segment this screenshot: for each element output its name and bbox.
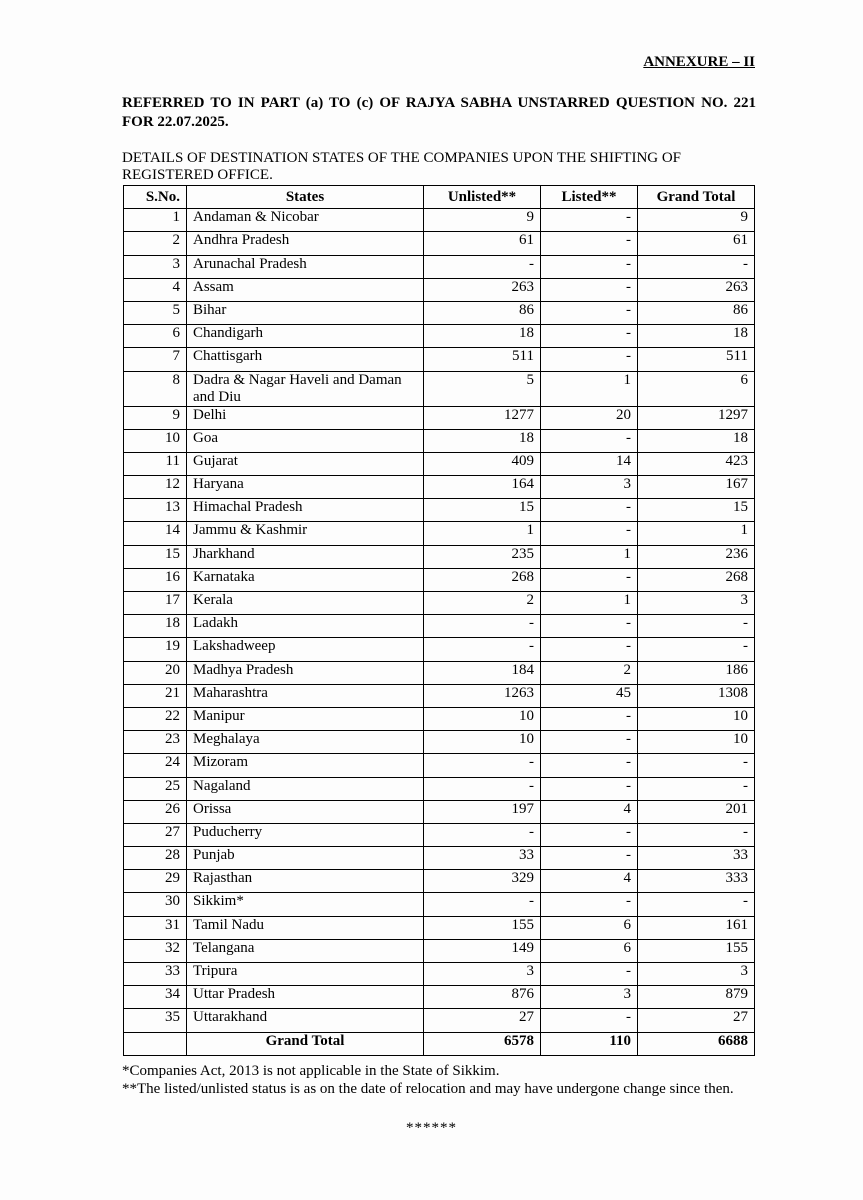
row-state: Assam [187, 278, 424, 301]
row-state: Nagaland [187, 777, 424, 800]
row-sno: 27 [124, 823, 187, 846]
row-state: Bihar [187, 301, 424, 324]
row-state: Uttarakhand [187, 1009, 424, 1032]
row-unlisted: 329 [424, 870, 541, 893]
row-sno: 6 [124, 325, 187, 348]
row-listed: 20 [541, 406, 638, 429]
details-title: DETAILS OF DESTINATION STATES OF THE COMPANIES UPON THE SHIFTING OF REGISTERED OFFICE. [122, 150, 682, 183]
row-listed: - [541, 568, 638, 591]
row-sno: 21 [124, 684, 187, 707]
row-unlisted: 1263 [424, 684, 541, 707]
row-grand-total: - [638, 754, 755, 777]
row-unlisted: 263 [424, 278, 541, 301]
row-sno: 7 [124, 348, 187, 371]
row-unlisted: 2 [424, 592, 541, 615]
header-listed: Listed** [541, 186, 638, 209]
row-listed: - [541, 707, 638, 730]
row-state: Karnataka [187, 568, 424, 591]
row-listed: 3 [541, 986, 638, 1009]
row-listed: - [541, 847, 638, 870]
row-sno: 25 [124, 777, 187, 800]
row-grand-total: 201 [638, 800, 755, 823]
table-row [124, 684, 755, 707]
row-listed: 2 [541, 661, 638, 684]
header-sno: S.No. [124, 186, 187, 209]
row-unlisted: 409 [424, 452, 541, 475]
row-state: Madhya Pradesh [187, 661, 424, 684]
row-state: Jharkhand [187, 545, 424, 568]
row-unlisted: 149 [424, 939, 541, 962]
table-row [124, 452, 755, 475]
row-sno: 8 [124, 371, 187, 406]
row-unlisted: 1277 [424, 406, 541, 429]
row-grand-total: 155 [638, 939, 755, 962]
row-state: Punjab [187, 847, 424, 870]
table-body [124, 209, 755, 1032]
row-grand-total: - [638, 615, 755, 638]
row-sno: 18 [124, 615, 187, 638]
table-row [124, 278, 755, 301]
row-sno: 32 [124, 939, 187, 962]
row-sno: 2 [124, 232, 187, 255]
row-listed: 1 [541, 371, 638, 406]
table-row [124, 615, 755, 638]
row-state: Tripura [187, 963, 424, 986]
row-grand-total: - [638, 893, 755, 916]
row-listed: 6 [541, 939, 638, 962]
row-grand-total: 10 [638, 731, 755, 754]
row-sno: 20 [124, 661, 187, 684]
total-grand: 6688 [638, 1032, 755, 1055]
row-grand-total: 333 [638, 870, 755, 893]
row-unlisted: 15 [424, 499, 541, 522]
row-sno: 16 [124, 568, 187, 591]
row-listed: - [541, 348, 638, 371]
footnote-status: **The listed/unlisted status is as on the date of relocation and may have undergone change since then. [122, 1081, 734, 1097]
row-grand-total: - [638, 777, 755, 800]
row-unlisted: 86 [424, 301, 541, 324]
row-listed: - [541, 777, 638, 800]
row-sno: 12 [124, 476, 187, 499]
table-row [124, 429, 755, 452]
row-grand-total: 161 [638, 916, 755, 939]
row-grand-total: 3 [638, 592, 755, 615]
row-state: Gujarat [187, 452, 424, 475]
row-state: Andaman & Nicobar [187, 209, 424, 232]
row-unlisted: 18 [424, 429, 541, 452]
row-grand-total: 167 [638, 476, 755, 499]
row-grand-total: - [638, 255, 755, 278]
row-grand-total: 423 [638, 452, 755, 475]
row-grand-total: 186 [638, 661, 755, 684]
row-state: Haryana [187, 476, 424, 499]
row-sno: 33 [124, 963, 187, 986]
row-grand-total: 1 [638, 522, 755, 545]
row-sno: 13 [124, 499, 187, 522]
row-grand-total: 18 [638, 325, 755, 348]
row-grand-total: 236 [638, 545, 755, 568]
table-row [124, 916, 755, 939]
footnotes [122, 1062, 762, 1098]
row-grand-total: 15 [638, 499, 755, 522]
row-unlisted: 10 [424, 731, 541, 754]
row-grand-total: 1297 [638, 406, 755, 429]
row-listed: - [541, 823, 638, 846]
total-listed: 110 [541, 1032, 638, 1055]
row-listed: - [541, 278, 638, 301]
table-row [124, 800, 755, 823]
row-sno: 35 [124, 1009, 187, 1032]
row-unlisted: 184 [424, 661, 541, 684]
row-state: Chandigarh [187, 325, 424, 348]
end-mark: ****** [406, 1120, 457, 1136]
row-listed: 6 [541, 916, 638, 939]
table-row [124, 847, 755, 870]
table-row [124, 325, 755, 348]
row-listed: - [541, 232, 638, 255]
row-grand-total: 263 [638, 278, 755, 301]
row-listed: 4 [541, 800, 638, 823]
row-unlisted: 164 [424, 476, 541, 499]
row-state: Andhra Pradesh [187, 232, 424, 255]
table-row [124, 823, 755, 846]
row-unlisted: 27 [424, 1009, 541, 1032]
row-unlisted: 1 [424, 522, 541, 545]
table-row [124, 963, 755, 986]
row-sno: 31 [124, 916, 187, 939]
row-state: Meghalaya [187, 731, 424, 754]
row-unlisted: 9 [424, 209, 541, 232]
row-grand-total: 6 [638, 371, 755, 406]
row-unlisted: 268 [424, 568, 541, 591]
row-sno: 23 [124, 731, 187, 754]
row-listed: 3 [541, 476, 638, 499]
table-row [124, 731, 755, 754]
row-state: Delhi [187, 406, 424, 429]
row-listed: - [541, 301, 638, 324]
header-grand-total: Grand Total [638, 186, 755, 209]
table-row [124, 661, 755, 684]
row-state: Chattisgarh [187, 348, 424, 371]
table-row [124, 568, 755, 591]
row-state: Manipur [187, 707, 424, 730]
table-row [124, 371, 755, 406]
table-row [124, 986, 755, 1009]
row-listed: - [541, 638, 638, 661]
row-state: Jammu & Kashmir [187, 522, 424, 545]
row-state: Goa [187, 429, 424, 452]
row-unlisted: 155 [424, 916, 541, 939]
row-unlisted: 876 [424, 986, 541, 1009]
row-grand-total: - [638, 638, 755, 661]
row-unlisted: 18 [424, 325, 541, 348]
row-sno: 30 [124, 893, 187, 916]
row-unlisted: - [424, 255, 541, 278]
destination-states-table [123, 185, 755, 1056]
row-listed: - [541, 209, 638, 232]
row-grand-total: 61 [638, 232, 755, 255]
row-state: Lakshadweep [187, 638, 424, 661]
row-unlisted: 61 [424, 232, 541, 255]
row-state: Ladakh [187, 615, 424, 638]
row-unlisted: - [424, 823, 541, 846]
table-row [124, 592, 755, 615]
row-listed: - [541, 1009, 638, 1032]
row-grand-total: 10 [638, 707, 755, 730]
row-grand-total: 27 [638, 1009, 755, 1032]
row-state: Mizoram [187, 754, 424, 777]
table-row [124, 939, 755, 962]
row-grand-total: 33 [638, 847, 755, 870]
row-sno: 15 [124, 545, 187, 568]
table-row [124, 406, 755, 429]
row-state: Uttar Pradesh [187, 986, 424, 1009]
table-row [124, 777, 755, 800]
table-row [124, 893, 755, 916]
row-sno: 1 [124, 209, 187, 232]
row-unlisted: 235 [424, 545, 541, 568]
table-header-row [124, 186, 755, 209]
row-unlisted: - [424, 777, 541, 800]
row-state: Puducherry [187, 823, 424, 846]
row-sno: 10 [124, 429, 187, 452]
row-sno: 22 [124, 707, 187, 730]
row-sno: 19 [124, 638, 187, 661]
row-listed: - [541, 731, 638, 754]
row-listed: 1 [541, 592, 638, 615]
table-row [124, 522, 755, 545]
row-grand-total: 879 [638, 986, 755, 1009]
row-grand-total: 3 [638, 963, 755, 986]
total-label: Grand Total [187, 1032, 424, 1055]
grand-total-row [124, 1032, 755, 1055]
row-grand-total: 9 [638, 209, 755, 232]
row-sno: 5 [124, 301, 187, 324]
table-row [124, 1009, 755, 1032]
table-row [124, 255, 755, 278]
row-state: Arunachal Pradesh [187, 255, 424, 278]
row-state: Rajasthan [187, 870, 424, 893]
row-sno: 29 [124, 870, 187, 893]
row-listed: 14 [541, 452, 638, 475]
row-listed: - [541, 893, 638, 916]
header-states: States [187, 186, 424, 209]
row-grand-total: 86 [638, 301, 755, 324]
row-listed: - [541, 522, 638, 545]
row-state: Tamil Nadu [187, 916, 424, 939]
table-row [124, 545, 755, 568]
reference-heading: REFERRED TO IN PART (a) TO (c) OF RAJYA SABHA UNSTARRED QUESTION NO. 221 FOR 22.07.2025. [122, 95, 756, 130]
table-row [124, 638, 755, 661]
row-unlisted: 197 [424, 800, 541, 823]
row-listed: - [541, 499, 638, 522]
row-unlisted: 10 [424, 707, 541, 730]
row-state: Telangana [187, 939, 424, 962]
row-grand-total: - [638, 823, 755, 846]
total-sno [124, 1032, 187, 1055]
row-unlisted: - [424, 615, 541, 638]
row-sno: 4 [124, 278, 187, 301]
row-unlisted: - [424, 638, 541, 661]
row-unlisted: 33 [424, 847, 541, 870]
row-state: Himachal Pradesh [187, 499, 424, 522]
row-sno: 11 [124, 452, 187, 475]
row-listed: 4 [541, 870, 638, 893]
row-sno: 14 [124, 522, 187, 545]
row-grand-total: 18 [638, 429, 755, 452]
table-row [124, 232, 755, 255]
row-listed: - [541, 255, 638, 278]
total-unlisted: 6578 [424, 1032, 541, 1055]
table-row [124, 348, 755, 371]
header-unlisted: Unlisted** [424, 186, 541, 209]
row-state: Dadra & Nagar Haveli and Daman and Diu [187, 371, 424, 406]
row-unlisted: 3 [424, 963, 541, 986]
table-row [124, 754, 755, 777]
row-state: Maharashtra [187, 684, 424, 707]
row-listed: - [541, 325, 638, 348]
row-listed: - [541, 429, 638, 452]
table-row [124, 301, 755, 324]
row-grand-total: 511 [638, 348, 755, 371]
row-unlisted: 5 [424, 371, 541, 406]
row-sno: 17 [124, 592, 187, 615]
row-unlisted: - [424, 754, 541, 777]
row-grand-total: 1308 [638, 684, 755, 707]
row-listed: - [541, 754, 638, 777]
row-listed: 1 [541, 545, 638, 568]
row-sno: 24 [124, 754, 187, 777]
row-listed: - [541, 963, 638, 986]
table-row [124, 476, 755, 499]
row-sno: 34 [124, 986, 187, 1009]
annexure-label: ANNEXURE – II [643, 54, 755, 70]
row-unlisted: - [424, 893, 541, 916]
table-row [124, 870, 755, 893]
row-unlisted: 511 [424, 348, 541, 371]
row-state: Orissa [187, 800, 424, 823]
table-row [124, 499, 755, 522]
row-listed: 45 [541, 684, 638, 707]
footnote-sikkim: *Companies Act, 2013 is not applicable in the State of Sikkim. [122, 1063, 500, 1079]
row-listed: - [541, 615, 638, 638]
table-row [124, 707, 755, 730]
row-sno: 9 [124, 406, 187, 429]
row-sno: 28 [124, 847, 187, 870]
row-state: Sikkim* [187, 893, 424, 916]
row-sno: 3 [124, 255, 187, 278]
row-grand-total: 268 [638, 568, 755, 591]
row-sno: 26 [124, 800, 187, 823]
row-state: Kerala [187, 592, 424, 615]
table-row [124, 209, 755, 232]
